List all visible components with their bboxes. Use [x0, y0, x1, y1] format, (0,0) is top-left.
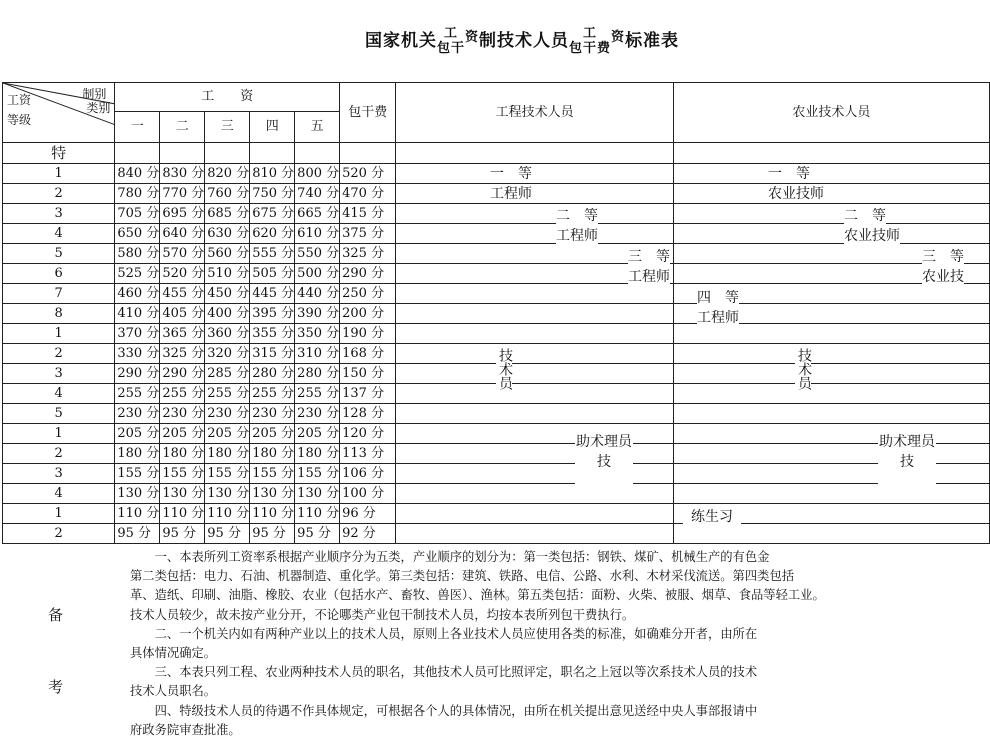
agriculture-header: 农业技术人员 — [673, 83, 989, 143]
wage-cell: 350 分 — [295, 324, 340, 344]
wage-cell: 440 分 — [295, 284, 340, 304]
wage-cell: 650 分 — [115, 224, 160, 244]
eng-grade-cell — [396, 384, 673, 404]
wage-cell: 110 分 — [205, 504, 250, 524]
wage-cell: 760 分 — [205, 184, 250, 204]
baoganfei-header: 包干费 — [340, 83, 396, 143]
title-part: 资 — [465, 30, 480, 45]
wage-cell: 255 分 — [160, 384, 205, 404]
wage-cell: 255 分 — [295, 384, 340, 404]
wage-cell: 180 分 — [295, 444, 340, 464]
baoganfei-cell: 106 分 — [340, 464, 396, 484]
note-line: 府政务院审查批准。 — [130, 722, 241, 737]
wage-cell: 510 分 — [205, 264, 250, 284]
agr-grade-cell — [673, 224, 989, 244]
level-cell: 4 — [3, 224, 115, 244]
agr-grade-cell — [673, 364, 989, 384]
baoganfei-cell: 100 分 — [340, 484, 396, 504]
agr-grade-cell — [673, 404, 989, 424]
wage-cell: 740 分 — [295, 184, 340, 204]
baoganfei-cell: 290 分 — [340, 264, 396, 284]
wage-cell: 230 分 — [115, 404, 160, 424]
wage-cell: 130 分 — [115, 484, 160, 504]
wage-cell: 95 分 — [295, 524, 340, 544]
eng-grade-cell — [396, 204, 673, 224]
wage-cell: 95 分 — [205, 524, 250, 544]
level-cell: 5 — [3, 404, 115, 424]
wage-cell: 395 分 — [250, 304, 295, 324]
wage-cell: 365 分 — [160, 324, 205, 344]
wage-cell: 520 分 — [160, 264, 205, 284]
title-part: 制技术人员 — [479, 31, 570, 51]
wage-cell: 630 分 — [205, 224, 250, 244]
wage-cell: 610 分 — [295, 224, 340, 244]
table-row — [3, 464, 990, 484]
wage-cell: 205 分 — [160, 424, 205, 444]
eng-grade-cell — [396, 364, 673, 384]
wage-cell: 550 分 — [295, 244, 340, 264]
table-row — [3, 284, 990, 304]
wage-cell: 110 分 — [250, 504, 295, 524]
level-cell-te: 特 — [3, 143, 115, 164]
table-row — [3, 484, 990, 504]
empty-cell — [295, 143, 340, 164]
level-cell: 6 — [3, 264, 115, 284]
wage-cell: 695 分 — [160, 204, 205, 224]
level-cell: 4 — [3, 384, 115, 404]
wage-cell: 560 分 — [205, 244, 250, 264]
level-cell: 2 — [3, 184, 115, 204]
wage-cell: 315 分 — [250, 344, 295, 364]
wage-cell: 180 分 — [205, 444, 250, 464]
note-line: 一、本表所列工资率系根据产业顺序分为五类，产业顺序的划分为：第一类包括：钢铁、煤矿、机械生产的有色金 — [130, 550, 770, 564]
eng-assistant-text: 助术理员技 — [576, 434, 632, 470]
eng-grade3-title: 工程师 — [628, 269, 670, 285]
wage-cell: 580 分 — [115, 244, 160, 264]
eng-grade-cell — [396, 504, 673, 524]
wage-cell: 800 分 — [295, 164, 340, 184]
wage-cell: 410 分 — [115, 304, 160, 324]
baoganfei-cell: 137 分 — [340, 384, 396, 404]
level-cell: 8 — [3, 304, 115, 324]
wage-cell: 180 分 — [250, 444, 295, 464]
wage-cell: 355 分 — [250, 324, 295, 344]
level-cell: 5 — [3, 244, 115, 264]
wage-cell: 290 分 — [160, 364, 205, 384]
eng-technician-text: 技术员 — [497, 348, 513, 390]
eng-assistant-label — [575, 432, 633, 496]
wage-cell: 685 分 — [205, 204, 250, 224]
title-stack-bottom: 包干 — [437, 41, 466, 56]
eng-grade-cell — [396, 524, 673, 544]
wage-cell: 750 分 — [250, 184, 295, 204]
wage-cell: 155 分 — [160, 464, 205, 484]
wage-cell: 95 分 — [115, 524, 160, 544]
wage-cell: 280 分 — [295, 364, 340, 384]
corner-label-gongzi: 工资 — [7, 93, 32, 107]
empty-cell — [160, 143, 205, 164]
level-cell: 1 — [3, 504, 115, 524]
wage-cell: 255 分 — [205, 384, 250, 404]
wage-cell: 830 分 — [160, 164, 205, 184]
engineering-header: 工程技术人员 — [396, 83, 673, 143]
wage-cell: 205 分 — [250, 424, 295, 444]
agr-grade3-label: 三 等 — [922, 249, 964, 265]
title-stack-top: 工 — [583, 26, 598, 41]
level-cell: 7 — [3, 284, 115, 304]
baoganfei-cell: 150 分 — [340, 364, 396, 384]
wage-cell: 705 分 — [115, 204, 160, 224]
level-cell: 2 — [3, 524, 115, 544]
agr-grade-cell — [673, 184, 989, 204]
corner-label-dengji: 等级 — [7, 113, 32, 127]
class-header: 一 — [115, 112, 160, 143]
wage-cell: 460 分 — [115, 284, 160, 304]
wage-cell: 205 分 — [205, 424, 250, 444]
notes-label-kao: 考 — [48, 678, 64, 696]
wage-cell: 810 分 — [250, 164, 295, 184]
level-cell: 4 — [3, 484, 115, 504]
agr-assistant-label — [878, 432, 936, 496]
agr-grade-cell — [673, 204, 989, 224]
wage-group-header: 工 资 — [115, 83, 340, 112]
wage-cell: 110 分 — [115, 504, 160, 524]
level-cell: 2 — [3, 444, 115, 464]
wage-cell: 400 分 — [205, 304, 250, 324]
table-corner-cell — [3, 83, 115, 143]
baoganfei-cell: 415 分 — [340, 204, 396, 224]
note-line: 二、一个机关内如有两种产业以上的技术人员，原则上各业技术人员应使用各类的标准，如确难分开者，由所在 — [130, 626, 758, 641]
wage-cell: 180 分 — [160, 444, 205, 464]
empty-cell — [673, 143, 989, 164]
wage-cell: 770 分 — [160, 184, 205, 204]
wage-cell: 390 分 — [295, 304, 340, 324]
agr-technician-label — [795, 348, 811, 395]
eng-grade1-title: 工程师 — [490, 186, 532, 202]
wage-cell: 110 分 — [160, 504, 205, 524]
wage-cell: 320 分 — [205, 344, 250, 364]
table-row — [3, 204, 990, 224]
wage-cell: 290 分 — [115, 364, 160, 384]
wage-cell: 95 分 — [250, 524, 295, 544]
empty-cell — [115, 143, 160, 164]
agr-grade3-title: 农业技 — [922, 269, 964, 285]
wage-cell: 500 分 — [295, 264, 340, 284]
class-header: 二 — [160, 112, 205, 143]
eng-trainee-text: 练生习 — [691, 509, 733, 525]
wage-cell: 205 分 — [295, 424, 340, 444]
agr-assistant-text: 助术理员技 — [879, 434, 935, 470]
wage-cell: 620 分 — [250, 224, 295, 244]
class-header: 四 — [250, 112, 295, 143]
eng-grade4-title: 工程师 — [697, 310, 739, 326]
agr-grade-cell — [673, 524, 989, 544]
wage-cell: 780 分 — [115, 184, 160, 204]
notes-body — [130, 548, 990, 740]
level-cell: 1 — [3, 424, 115, 444]
eng-grade-cell — [396, 284, 673, 304]
wage-cell: 230 分 — [160, 404, 205, 424]
wage-cell: 360 分 — [205, 324, 250, 344]
wage-cell: 330 分 — [115, 344, 160, 364]
agr-grade-cell — [673, 384, 989, 404]
level-cell: 3 — [3, 464, 115, 484]
note-line: 具体情况确定。 — [130, 646, 217, 661]
eng-grade-cell — [396, 344, 673, 364]
wage-cell: 325 分 — [160, 344, 205, 364]
wage-cell: 675 分 — [250, 204, 295, 224]
table-row — [3, 304, 990, 324]
eng-grade2-title: 工程师 — [556, 228, 598, 244]
wage-table — [2, 82, 990, 544]
title-part: 标准表 — [625, 31, 680, 51]
eng-grade-cell — [396, 164, 673, 184]
eng-grade2-label: 二 等 — [556, 208, 598, 224]
wage-cell: 95 分 — [160, 524, 205, 544]
baoganfei-cell: 113 分 — [340, 444, 396, 464]
note-line: 革、造纸、印刷、油脂、橡胶、农业（包括水产、畜牧、兽医）、渔林。第五类包括：面粉、火柴、被服、烟草、食品等轻工业。 — [130, 588, 825, 603]
eng-technician-label — [496, 348, 512, 395]
wage-cell: 370 分 — [115, 324, 160, 344]
empty-cell — [250, 143, 295, 164]
wage-cell: 230 分 — [205, 404, 250, 424]
wage-cell: 155 分 — [115, 464, 160, 484]
baoganfei-cell: 325 分 — [340, 244, 396, 264]
eng-trainee-label — [683, 508, 741, 526]
wage-cell: 570 分 — [160, 244, 205, 264]
baoganfei-cell: 470 分 — [340, 184, 396, 204]
level-cell: 3 — [3, 204, 115, 224]
wage-cell: 455 分 — [160, 284, 205, 304]
table-row — [3, 404, 990, 424]
corner-label-zhibie: 制别 — [82, 87, 107, 101]
baoganfei-cell: 520 分 — [340, 164, 396, 184]
table-row — [3, 244, 990, 264]
wage-cell: 555 分 — [250, 244, 295, 264]
wage-cell: 280 分 — [250, 364, 295, 384]
note-line: 第二类包括：电力、石油、机器制造、重化学。第三类包括：建筑、铁路、电信、公路、水利、木材采伐流送。第四类包括 — [130, 569, 795, 584]
note-line: 技术人员职名。 — [130, 684, 217, 699]
baoganfei-cell: 92 分 — [340, 524, 396, 544]
agr-grade1-title: 农业技师 — [768, 186, 824, 202]
eng-grade-cell — [396, 304, 673, 324]
wage-cell: 155 分 — [250, 464, 295, 484]
table-row — [3, 504, 990, 524]
wage-cell: 405 分 — [160, 304, 205, 324]
level-cell: 1 — [3, 324, 115, 344]
note-line: 四、特级技术人员的待遇不作具体规定，可根据各个人的具体情况，由所在机关提出意见送经中央人事部报请中 — [130, 703, 758, 718]
level-cell: 1 — [3, 164, 115, 184]
note-line: 三、本表只列工程、农业两种技术人员的职名，其他技术人员可比照评定，职名之上冠以等次系技术人员的技术 — [130, 665, 758, 680]
wage-cell: 155 分 — [295, 464, 340, 484]
baoganfei-cell: 250 分 — [340, 284, 396, 304]
eng-grade-cell — [396, 404, 673, 424]
level-cell: 2 — [3, 344, 115, 364]
title-stack-2 — [569, 26, 611, 56]
baoganfei-cell: 190 分 — [340, 324, 396, 344]
class-header: 三 — [205, 112, 250, 143]
wage-cell: 230 分 — [295, 404, 340, 424]
table-row — [3, 444, 990, 464]
table-row — [3, 424, 990, 444]
wage-cell: 840 分 — [115, 164, 160, 184]
eng-grade4-label: 四 等 — [697, 290, 739, 306]
wage-cell: 640 分 — [160, 224, 205, 244]
table-row — [3, 264, 990, 284]
wage-cell: 255 分 — [250, 384, 295, 404]
title-part: 国家机关 — [365, 31, 437, 51]
wage-cell: 130 分 — [160, 484, 205, 504]
agr-grade-cell — [673, 344, 989, 364]
note-line: 技术人员较少，故未按产业分开，不论哪类产业包干制技术人员，均按本表所列包干费执行。 — [130, 607, 635, 622]
corner-label-leibie: 类别 — [86, 101, 111, 115]
table-row — [3, 224, 990, 244]
wage-cell: 130 分 — [250, 484, 295, 504]
eng-grade-cell — [396, 184, 673, 204]
agr-technician-text: 技术员 — [796, 348, 812, 390]
title-part: 资 — [611, 30, 626, 45]
empty-cell — [340, 143, 396, 164]
agr-grade-cell — [673, 484, 989, 504]
wage-cell: 230 分 — [250, 404, 295, 424]
wage-cell: 310 分 — [295, 344, 340, 364]
title-stack-1 — [437, 26, 465, 56]
notes-label-bei: 备 — [48, 606, 64, 624]
title-stack-bottom: 包干费 — [569, 41, 612, 56]
wage-cell: 505 分 — [250, 264, 295, 284]
agr-grade1-label: 一 等 — [768, 166, 810, 182]
table-row — [3, 324, 990, 344]
agr-grade2-title: 农业技师 — [844, 228, 900, 244]
wage-cell: 285 分 — [205, 364, 250, 384]
agr-grade-cell — [673, 324, 989, 344]
wage-cell: 820 分 — [205, 164, 250, 184]
baoganfei-cell: 120 分 — [340, 424, 396, 444]
wage-cell: 255 分 — [115, 384, 160, 404]
agr-grade2-label: 二 等 — [844, 208, 886, 224]
agr-grade-cell — [673, 164, 989, 184]
wage-cell: 205 分 — [115, 424, 160, 444]
table-row — [3, 524, 990, 544]
wage-cell: 665 分 — [295, 204, 340, 224]
wage-cell: 110 分 — [295, 504, 340, 524]
eng-grade1-label: 一 等 — [490, 166, 532, 182]
agr-grade-cell — [673, 424, 989, 444]
empty-cell — [205, 143, 250, 164]
baoganfei-cell: 168 分 — [340, 344, 396, 364]
title-stack-top: 工 — [444, 26, 459, 41]
wage-cell: 155 分 — [205, 464, 250, 484]
baoganfei-cell: 96 分 — [340, 504, 396, 524]
wage-cell: 445 分 — [250, 284, 295, 304]
wage-cell: 180 分 — [115, 444, 160, 464]
eng-grade-cell — [396, 224, 673, 244]
level-cell: 3 — [3, 364, 115, 384]
page-title — [365, 26, 679, 56]
baoganfei-cell: 128 分 — [340, 404, 396, 424]
empty-cell — [396, 143, 673, 164]
baoganfei-cell: 375 分 — [340, 224, 396, 244]
baoganfei-cell: 200 分 — [340, 304, 396, 324]
wage-cell: 525 分 — [115, 264, 160, 284]
agr-grade-cell — [673, 444, 989, 464]
wage-cell: 130 分 — [205, 484, 250, 504]
eng-grade-cell — [396, 324, 673, 344]
eng-grade3-label: 三 等 — [628, 249, 670, 265]
wage-cell: 130 分 — [295, 484, 340, 504]
agr-grade-cell — [673, 464, 989, 484]
class-header: 五 — [295, 112, 340, 143]
wage-cell: 450 分 — [205, 284, 250, 304]
